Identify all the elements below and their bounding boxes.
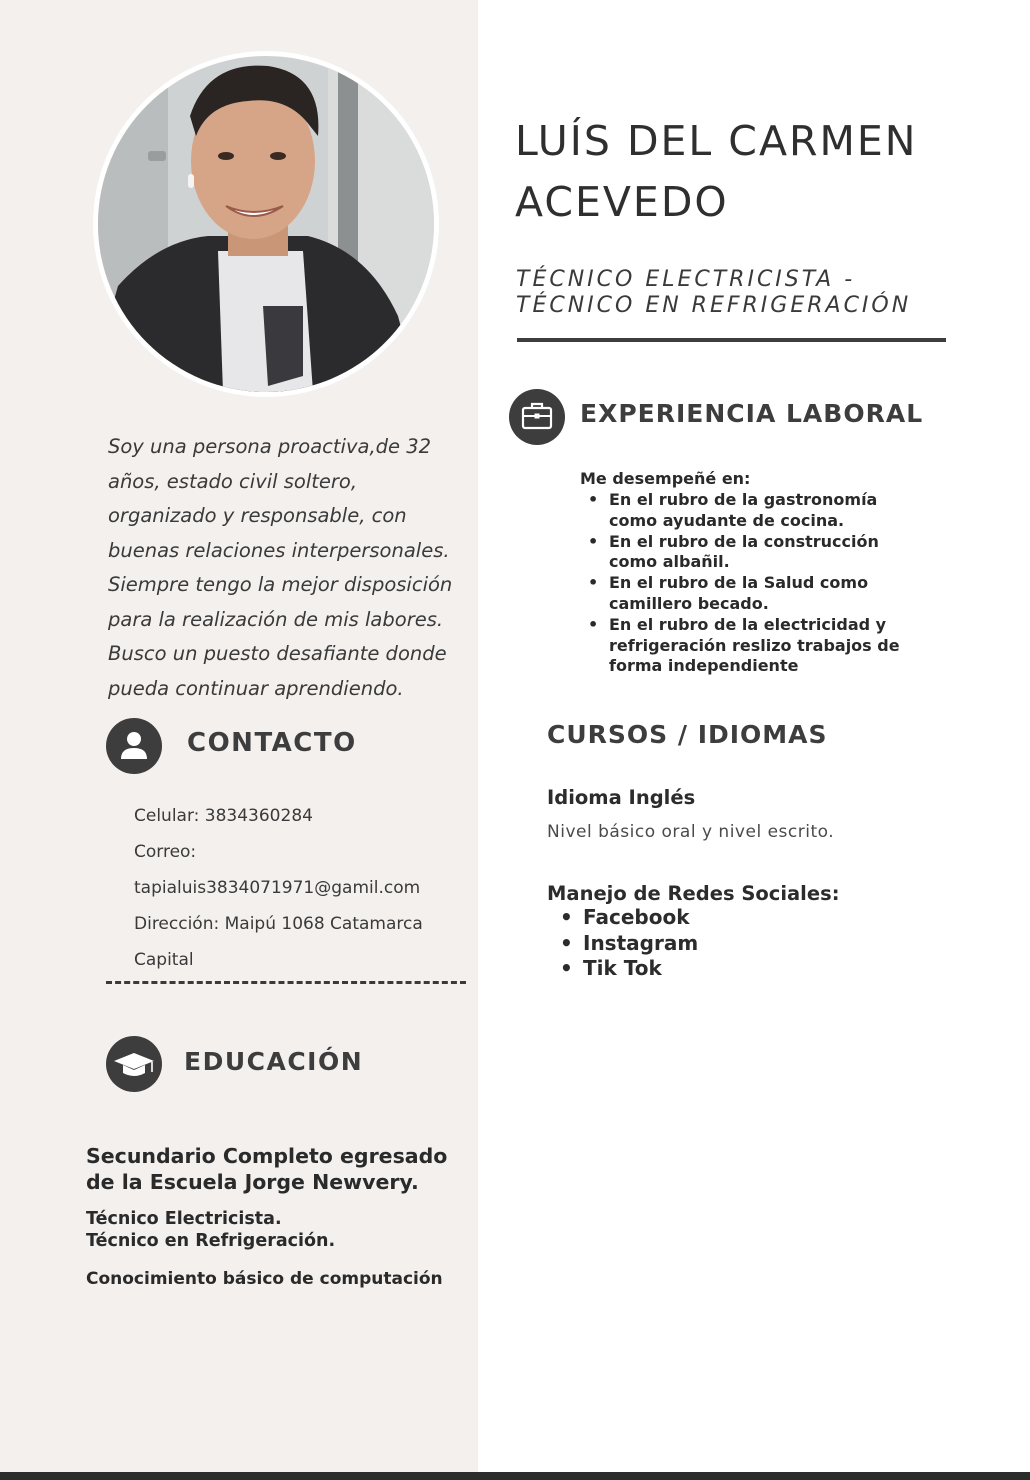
dashed-divider — [106, 981, 466, 984]
language-title: Idioma Inglés — [547, 786, 696, 809]
full-name-line: LUÍS DEL CARMEN — [515, 117, 918, 165]
education-section-title: EDUCACIÓN — [184, 1047, 364, 1076]
about-line: años, estado civil soltero, — [108, 469, 358, 493]
contact-section-title: CONTACTO — [187, 728, 357, 758]
full-name-line: ACEVEDO — [515, 178, 729, 226]
about-line: para la realización de mis labores. — [108, 607, 444, 631]
education-extra: Conocimiento básico de computación — [86, 1269, 443, 1289]
experience-section-title: EXPERIENCIA LABORAL — [580, 399, 924, 428]
experience-item: • En el rubro de la gastronomía como ayudante de cocina. — [588, 490, 900, 532]
courses-section-title: CURSOS / IDIOMAS — [547, 720, 828, 749]
education-title-line: Técnico en Refrigeración. — [86, 1231, 336, 1251]
briefcase-icon — [509, 389, 565, 445]
profile-photo — [93, 51, 439, 397]
experience-intro: Me desempeñé en: — [580, 469, 751, 488]
social-media-item: • Facebook — [560, 905, 698, 931]
page-bottom-border — [0, 1472, 1030, 1480]
education-school-line: Secundario Completo egresado — [86, 1144, 448, 1168]
about-line: pueda continuar aprendiendo. — [108, 676, 404, 700]
header-divider — [517, 338, 946, 342]
social-media-item: • Tik Tok — [560, 956, 698, 982]
contact-address: Dirección: Maipú 1068 Catamarca — [134, 914, 423, 934]
education-title-line: Técnico Electricista. — [86, 1209, 282, 1229]
about-line: organizado y responsable, con — [108, 504, 407, 527]
user-icon — [106, 718, 162, 774]
social-media-list — [560, 905, 698, 982]
experience-item: • En el rubro de la Salud como camillero becado. — [588, 573, 900, 615]
experience-item: • En el rubro de la electricidad y refrigeración reslizo trabajos de forma independiente — [588, 615, 900, 677]
about-line: Busco un puesto desafiante donde — [108, 642, 447, 665]
job-title-line: TÉCNICO EN REFRIGERACIÓN — [516, 293, 912, 318]
about-line: Siempre tengo la mejor disposición — [108, 573, 453, 596]
graduation-cap-icon — [106, 1036, 162, 1092]
social-media-title: Manejo de Redes Sociales: — [547, 882, 840, 905]
language-description: Nivel básico oral y nivel escrito. — [547, 822, 835, 842]
experience-item: • En el rubro de la construcción como albañil. — [588, 532, 900, 574]
experience-list — [588, 490, 900, 677]
about-text — [108, 430, 458, 706]
contact-address-city: Capital — [134, 950, 194, 970]
contact-phone: Celular: 3834360284 — [134, 806, 313, 826]
about-line: Soy una persona proactiva,de 32 — [108, 435, 432, 458]
about-line: buenas relaciones interpersonales. — [108, 538, 450, 562]
social-media-item: • Instagram — [560, 931, 698, 957]
education-school-line: de la Escuela Jorge Newvery. — [86, 1170, 419, 1194]
job-title-line: TÉCNICO ELECTRICISTA - — [516, 267, 856, 292]
contact-email-label: Correo: — [134, 842, 197, 862]
contact-email: tapialuis3834071971@gamil.com — [134, 878, 421, 898]
